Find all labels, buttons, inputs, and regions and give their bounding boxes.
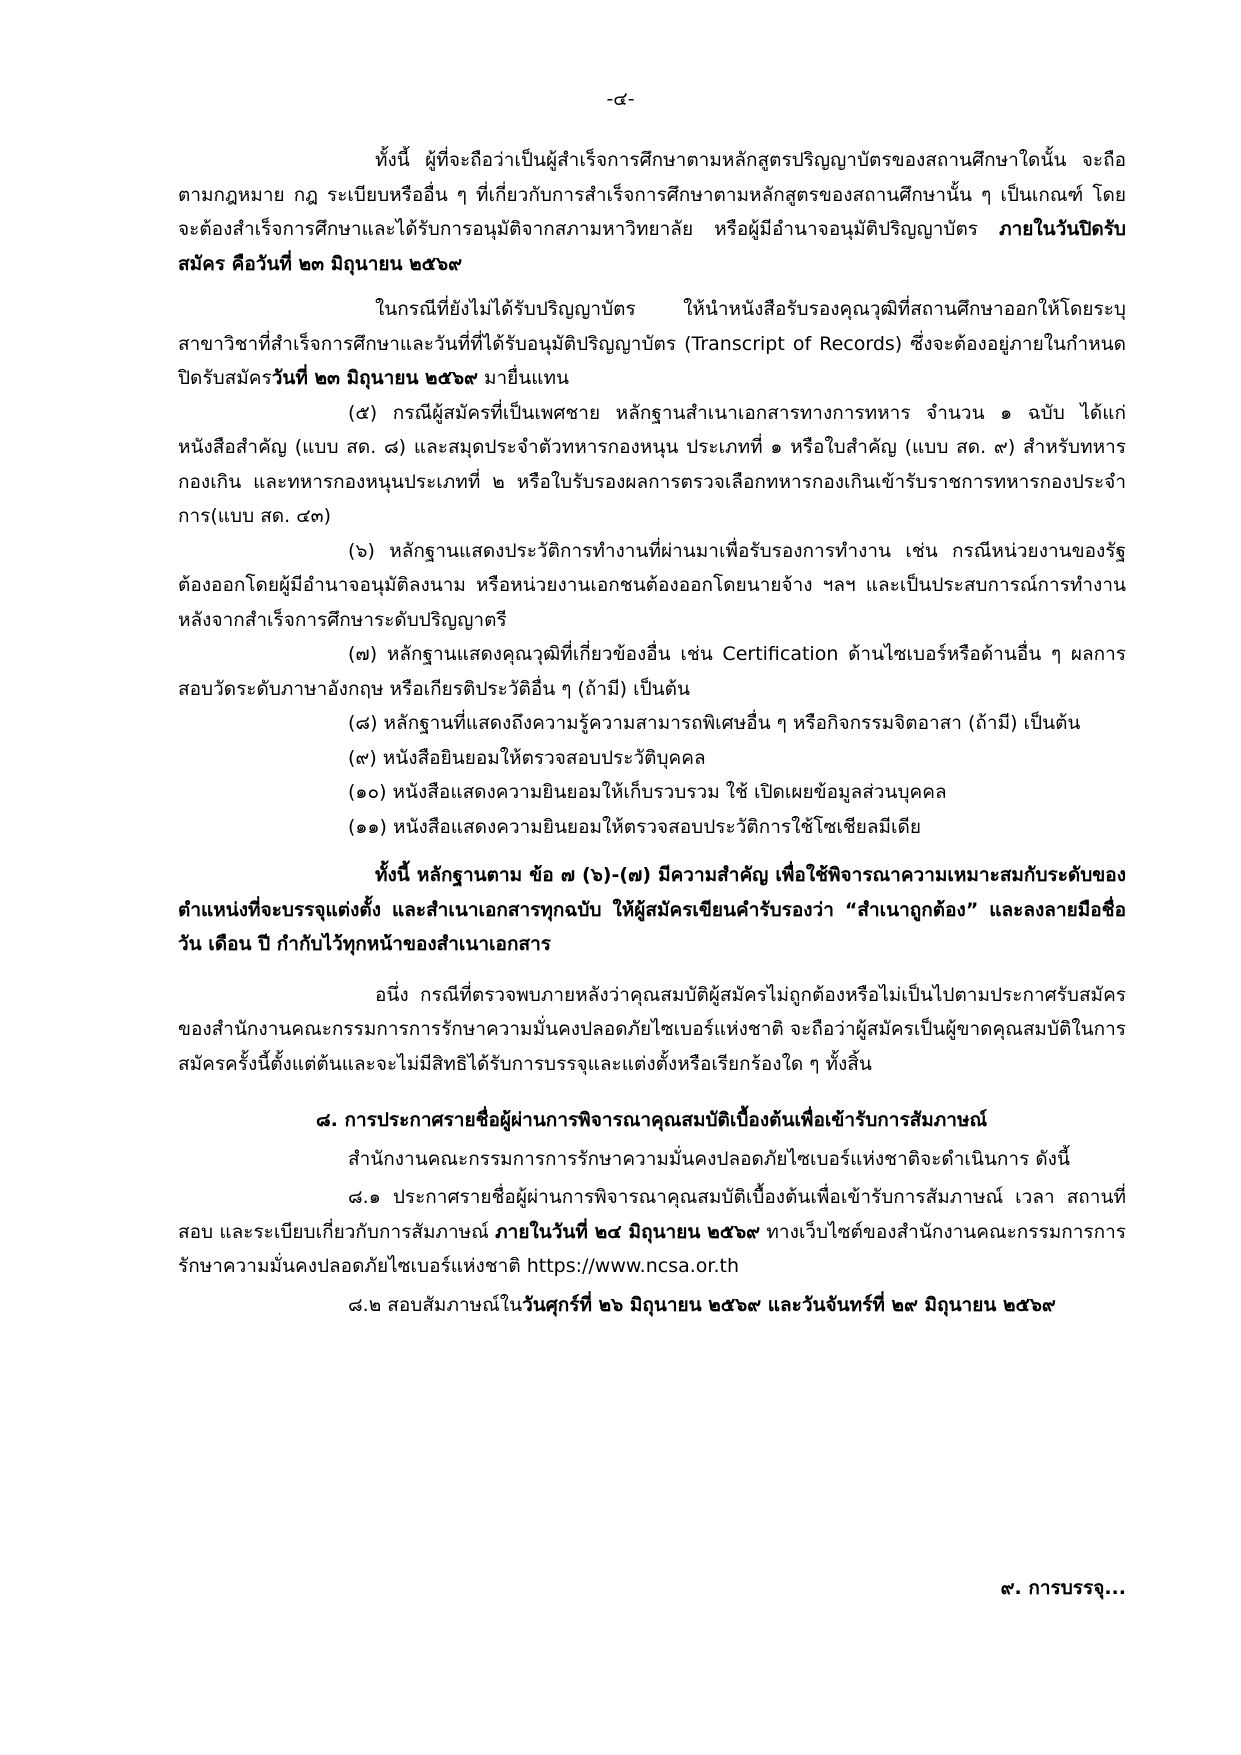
section-text: ๘.๒ สอบสัมภาษณ์ใน xyxy=(348,1293,523,1316)
list-item-background-check: (๙) หนังสือยินยอมให้ตรวจสอบประวัติบุคคล xyxy=(348,746,706,769)
next-page-catchword: ๙. การบรรจุ... xyxy=(1000,1577,1126,1599)
section-8-2 xyxy=(178,1288,1126,1323)
list-item-military-docs: (๕) กรณีผู้สมัครที่เป็นเพศชาย หลักฐานสำเนาเอกสารทางการทหาร จำนวน ๑ ฉบับ ได้แก่ หนังสือสำคัญ (แบบ สด. ๘) และสมุดประจำตัวทหารกองหนุน ประเภทที่ ๑ หรือใบสำคัญ (แบบ สด. ๙) สำหรับทหารกองเกิน และทหารกองหนุนประเภทที่ ๒ หรือใบรับรองผลการตรวจเลือกทหารกองเกินเข้ารับราชการทหารกองประจำการ(แบบ สด. ๔๓) xyxy=(178,401,1126,527)
interview-dates-bold: วันศุกร์ที่ ๒๖ มิถุนายน ๒๕๖๙ และวันจันทร์ที่ ๒๙ มิถุนายน ๒๕๖๙ xyxy=(522,1293,1056,1316)
list-item-special-abilities: (๘) หลักฐานที่แสดงถึงความรู้ความสามารถพิเศษอื่น ๆ หรือกิจกรรมจิตอาสา (ถ้ามี) เป็นต้น xyxy=(348,712,1081,734)
list-item-personal-data-consent: (๑๐) หนังสือแสดงความยินยอมให้เก็บรวบรวม ใช้ เปิดเผยข้อมูลส่วนบุคคล xyxy=(348,781,947,803)
notice-important-bold: ทั้งนี้ หลักฐานตาม ข้อ ๗ (๖)-(๗) มีความสำคัญ เพื่อใช้พิจารณาความเหมาะสมกับระดับของตำแหน่งที่จะบรรจุแต่งตั้ง และสำเนาเอกสารทุกฉบับ ให้ผู้สมัครเขียนคำรับรองว่า “สำเนาถูกต้อง” และลงลายมือชื่อ วัน เดือน ปี กำกับไว้ทุกหน้าของสำเนาเอกสาร xyxy=(178,864,1126,955)
paragraph-text: ทั้งนี้ ผู้ที่จะถือว่าเป็นผู้สำเร็จการศึกษาตามหลักสูตรปริญญาบัตรของสถานศึกษาใดนั้น จะถือตามกฎหมาย กฎ ระเบียบหรืออื่น ๆ ที่เกี่ยวกับการสำเร็จการศึกษาตามหลักสูตรของสถานศึกษานั้น ๆ เป็นเกณฑ์ โดยจะต้องสำเร็จการศึกษาและได้รับการอนุมัติจากสภามหาวิทยาลัย หรือผู้มีอำนาจอนุมัติปริญญาบัตร xyxy=(178,149,1126,240)
paragraph-tail-text: มายื่นแทน xyxy=(477,367,570,389)
deadline-bold-text: ภายในวันที่ ๒๔ มิถุนายน ๒๕๖๙ xyxy=(495,1220,761,1243)
deadline-bold-text: ภายในวันปิดรับสมัคร คือวันที่ ๒๓ มิถุนายน ๒๕๖๙ xyxy=(178,218,1126,275)
list-item-work-history: (๖) หลักฐานแสดงประวัติการทำงานที่ผ่านมาเพื่อรับรองการทำงาน เช่น กรณีหน่วยงานของรัฐต้องออกโดยผู้มีอำนาจอนุมัติลงนาม หรือหน่วยงานเอกชนต้องออกโดยนายจ้าง ฯลฯ และเป็นประสบการณ์การทำงานหลังจากสำเร็จการศึกษาระดับปริญญาตรี xyxy=(178,539,1126,631)
page-number: -๔- xyxy=(606,88,635,110)
list-item-social-media-consent: (๑๑) หนังสือแสดงความยินยอมให้ตรวจสอบประวัติการใช้โซเชียลมีเดีย xyxy=(348,815,922,838)
paragraph-graduation-criteria xyxy=(178,143,1126,281)
paragraph-disqualification: อนึ่ง กรณีที่ตรวจพบภายหลังว่าคุณสมบัติผู้สมัครไม่ถูกต้องหรือไม่เป็นไปตามประกาศรับสมัครของสำนักงานคณะกรรมการการรักษาความมั่นคงปลอดภัยไซเบอร์แห่งชาติ จะถือว่าผู้สมัครเป็นผู้ขาดคุณสมบัติในการสมัครครั้งนี้ตั้งแต่ต้นและจะไม่มีสิทธิได้รับการบรรจุและแต่งตั้งหรือเรียกร้องใด ๆ ทั้งสิ้น xyxy=(178,983,1126,1075)
deadline-bold-text: วันที่ ๒๓ มิถุนายน ๒๕๖๙ xyxy=(271,367,478,389)
section-tail-text: ทางเว็บไซต์ของสำนักงานคณะกรรมการการรักษาความมั่นคงปลอดภัยไซเบอร์แห่งชาติ https://www.ncsa.or.th xyxy=(178,1220,1126,1277)
document-body xyxy=(178,143,1126,1322)
list-item-qualifications: (๗) หลักฐานแสดงคุณวุฒิที่เกี่ยวข้องอื่น เช่น Certification ด้านไซเบอร์หรือด้านอื่น ๆ ผลการสอบวัดระดับภาษาอังกฤษ หรือเกียรติประวัติอื่น ๆ (ถ้ามี) เป็นต้น xyxy=(178,643,1126,700)
section-8-heading: ๘. การประกาศรายชื่อผู้ผ่านการพิจารณาคุณสมบัติเบื้องต้นเพื่อเข้ารับการสัมภาษณ์ xyxy=(316,1109,988,1131)
section-8-intro: สำนักงานคณะกรรมการการรักษาความมั่นคงปลอดภัยไซเบอร์แห่งชาติจะดำเนินการ ดังนี้ xyxy=(348,1147,1070,1170)
paragraph-transcript xyxy=(178,292,1126,396)
section-8-1 xyxy=(178,1180,1126,1284)
section-text: ๘.๑ ประกาศรายชื่อผู้ผ่านการพิจารณาคุณสมบัติเบื้องต้นเพื่อเข้ารับการสัมภาษณ์ เวลา สถานที่สอบ และระเบียบเกี่ยวกับการสัมภาษณ์ xyxy=(178,1186,1126,1243)
paragraph-text: ในกรณีที่ยังไม่ได้รับปริญญาบัตร ให้นำหนังสือรับรองคุณวุฒิที่สถานศึกษาออกให้โดยระบุสาขาวิชาที่สำเร็จการศึกษาและวันที่ที่ได้รับอนุมัติปริญญาบัตร (Transcript of Records) ซึ่งจะต้องอยู่ภายในกำหนดปิดรับสมัคร xyxy=(178,298,1126,389)
